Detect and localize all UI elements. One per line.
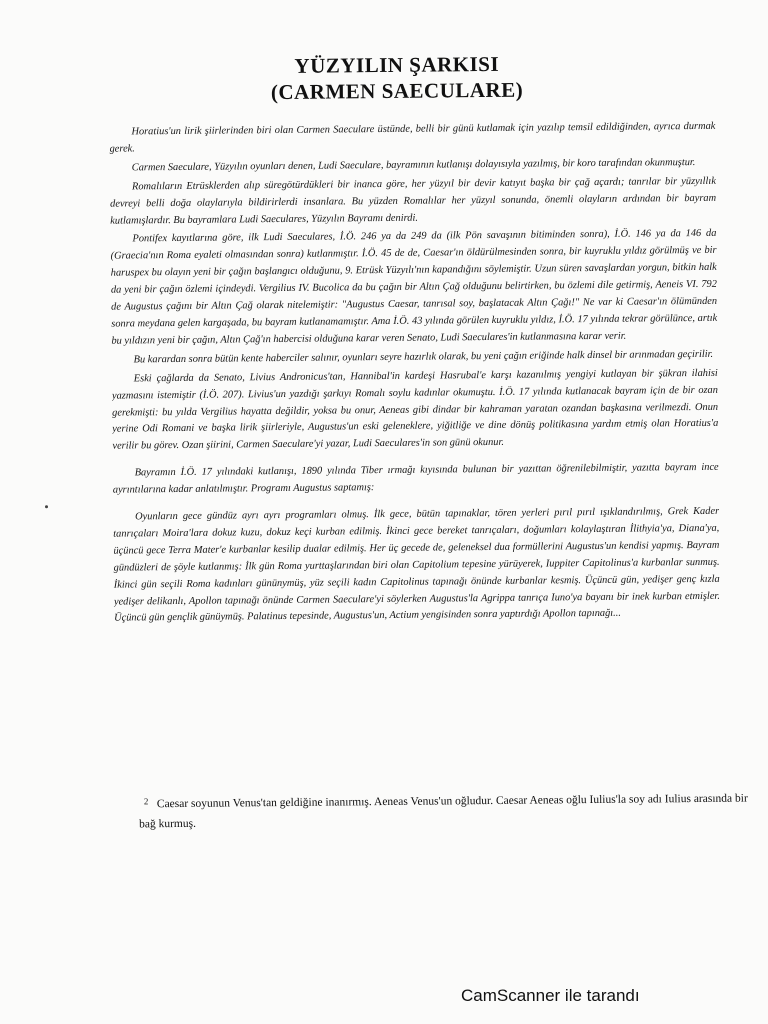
document-title: YÜZYILIN ŞARKISI xyxy=(294,51,500,78)
body-text xyxy=(109,119,721,805)
document-subtitle: (CARMEN SAECULARE) xyxy=(270,77,524,105)
scan-speck xyxy=(45,505,48,508)
paragraph: Bayramın İ.Ö. 17 yılındaki kutlanışı, 1890 yılında Tiber ırmağı kıyısında bulunan bir yazıttan öğrenilebilmiştir, yazıtta bayram ince ayrıntılarına kadar anlatılmıştır. Programı Augustus saptamış: xyxy=(112,462,719,496)
paragraph: Carmen Saeculare, Yüzyılın oyunları denen, Ludi Saeculare, bayramının kutlanışı dolayısıyla yazılmış, bir koro tarafından okunmuştur. xyxy=(131,156,696,174)
footnote: Caesar soyunun Venus'tan geldiğine inanırmış. Aeneas Venus'un oğludur. Caesar Aeneas oğlu Iulius'la soy adı Iulius arasında bir bağ kurmuş. xyxy=(139,792,748,831)
footnote-marker: 2 xyxy=(143,796,149,807)
paragraph: Oyunların gece gündüz ayrı ayrı programları olmuş. İlk gece, bütün tapınaklar, tören yerleri pırıl pırıl ışıklandırılmış, Grek Kader tanrıçaları Moira'lara dokuz kuzu, dokuz keçi kurban edilmiş. İkinci gece bereket tanrıçaları, doğumları kolaylaştıran İlithyia'ya, Diana'ya, üçüncü gece Terra Mater'e kurbanlar kesilip dualar edilmiş. Her üç gecede de, geleneksel dua formüllerini Augustus'un kendisi yapmış. Bayram gündüzleri de şöyle kutlanmış: İlk gün Roma yurttaşlarından biri olan Capitolium tepesine yürüyerek, Iuppiter Capitolinus'a kurbanlar sunmuş. İkinci gün seçili Roma kadınları gününymüş, yüz seçili kadın Capitolinus tapınağı önünde kurbanlar kesmiş. Üçüncü gün, yedişer genç kızla yedişer delikanlı, Apollon tapınağı önünde Carmen Saeculare'yi söylerken Augustus'la Agrippa tanrıça Iuno'ya bayanı bir inek kurban etmişler. Üçüncü gün gençlik günüymüş. Palatinus tepesinde, Augustus'un, Actium yengisinden sonra yaptırdığı Apollon tapınağı... xyxy=(113,505,720,625)
paragraph: Bu karardan sonra bütün kente haberciler salınır, oyunları seyre hazırlık olarak, bu yeni çağın eriğinde halk dinsel bir arınmadan geçirilir. xyxy=(133,348,714,366)
paragraph: Romalıların Etrüsklerden alıp süregötürdükleri bir inanca göre, her yüzyıl bir devir katıyıt başka bir çağ açardı; tanrılar bir yüzyıllık devreyi belli doğa olaylarıyla bildirirlerdi insanlara. Bu yüzden Romalılar her yüzyıl sonunda, önemli olayların ardından bir bayram kutlamışlardır. Bu bayramlara Ludi Saeculares, Yüzyılın Bayramı denirdi. xyxy=(110,175,717,227)
paragraph: Horatius'un lirik şiirlerinden biri olan Carmen Saeculare üstünde, belli bir günü kutlamak için yazılıp temsil edildiğinden, ayrıca durmak gerek. xyxy=(109,120,716,155)
scanner-watermark: CamScanner ile tarandı xyxy=(461,986,640,1005)
paragraph: Eski çağlarda da Senato, Livius Andronicus'tan, Hannibal'in kardeşi Hasrubal'e karşı kazanılmış yengiyi kutlayan bir şükran ilahisi yazmasını istemiştir (İ.Ö. 207). Livius'un yazdığı şarkıyı Romalı soylu kadınlar okumuştu. İ.Ö. 17 yılında kutlanacak bayram için de bir ozan gerekmişti: bu yılda Vergilius hayatta değildir, yoksa bu onur, Aeneas gibi dindar bir kahraman yaratan ozandan başkasına verilmezdi. Onun yerine Odi Romani ve başka lirik şiirleriyle, Augustus'un eski geleneklere, yiğitliğe ve dine dönüş politikasına yardım etmiş olan Horatius'a verilir bu görev. Ozan şiirini, Carmen Saeculare'yi yazar, Ludi Saeculares'in son günü okunur. xyxy=(111,367,719,452)
paragraph: Pontifex kayıtlarına göre, ilk Ludi Saeculares, İ.Ö. 246 ya da 249 da (ilk Pön savaşının bitiminden sonra), İ.Ö. 146 ya da 146 da (Graecia'nın Roma eyaleti olmasından sonra) kutlanmıştır. İ.Ö. 45 de de, Caesar'ın öldürülmesinden sonra, bir kuyruklu yıldız görülmüş ve bir haruspex bu olayın yeni bir çağın başlangıcı olduğunu, 9. Etrüsk Yüzyılı'nın kapandığını söylemiştir. Uzun süren savaşlardan yorgun, bitkin halk da yeni bir çağın özlemi içindeydi. Vergilius IV. Bucolica da bu çağın bir Altın Çağ olduğunu belirtirken, bu özlemi dile getirmiş, Aeneis VI. 792 de Augustus çağını bir Altın Çağ olarak nitelemiştir: "Augustus Caesar, tanrısal soy, başlatacak Altın Çağı!" Ne var ki Caesar'ın ölümünden sonra meydana gelen kargaşada, bu bayram kutlanamamıştır. Ama İ.Ö. 43 yılında görülen kuyruklu yıldız, İ.Ö. 17 yılında tekrar görülünce, artık bu yıldızın yeni bir çağın, Altın Çağ'ın habercisi olduğuna karar veren Senato, Ludi Saeculares'in kutlanmasına karar verir. xyxy=(110,228,718,347)
